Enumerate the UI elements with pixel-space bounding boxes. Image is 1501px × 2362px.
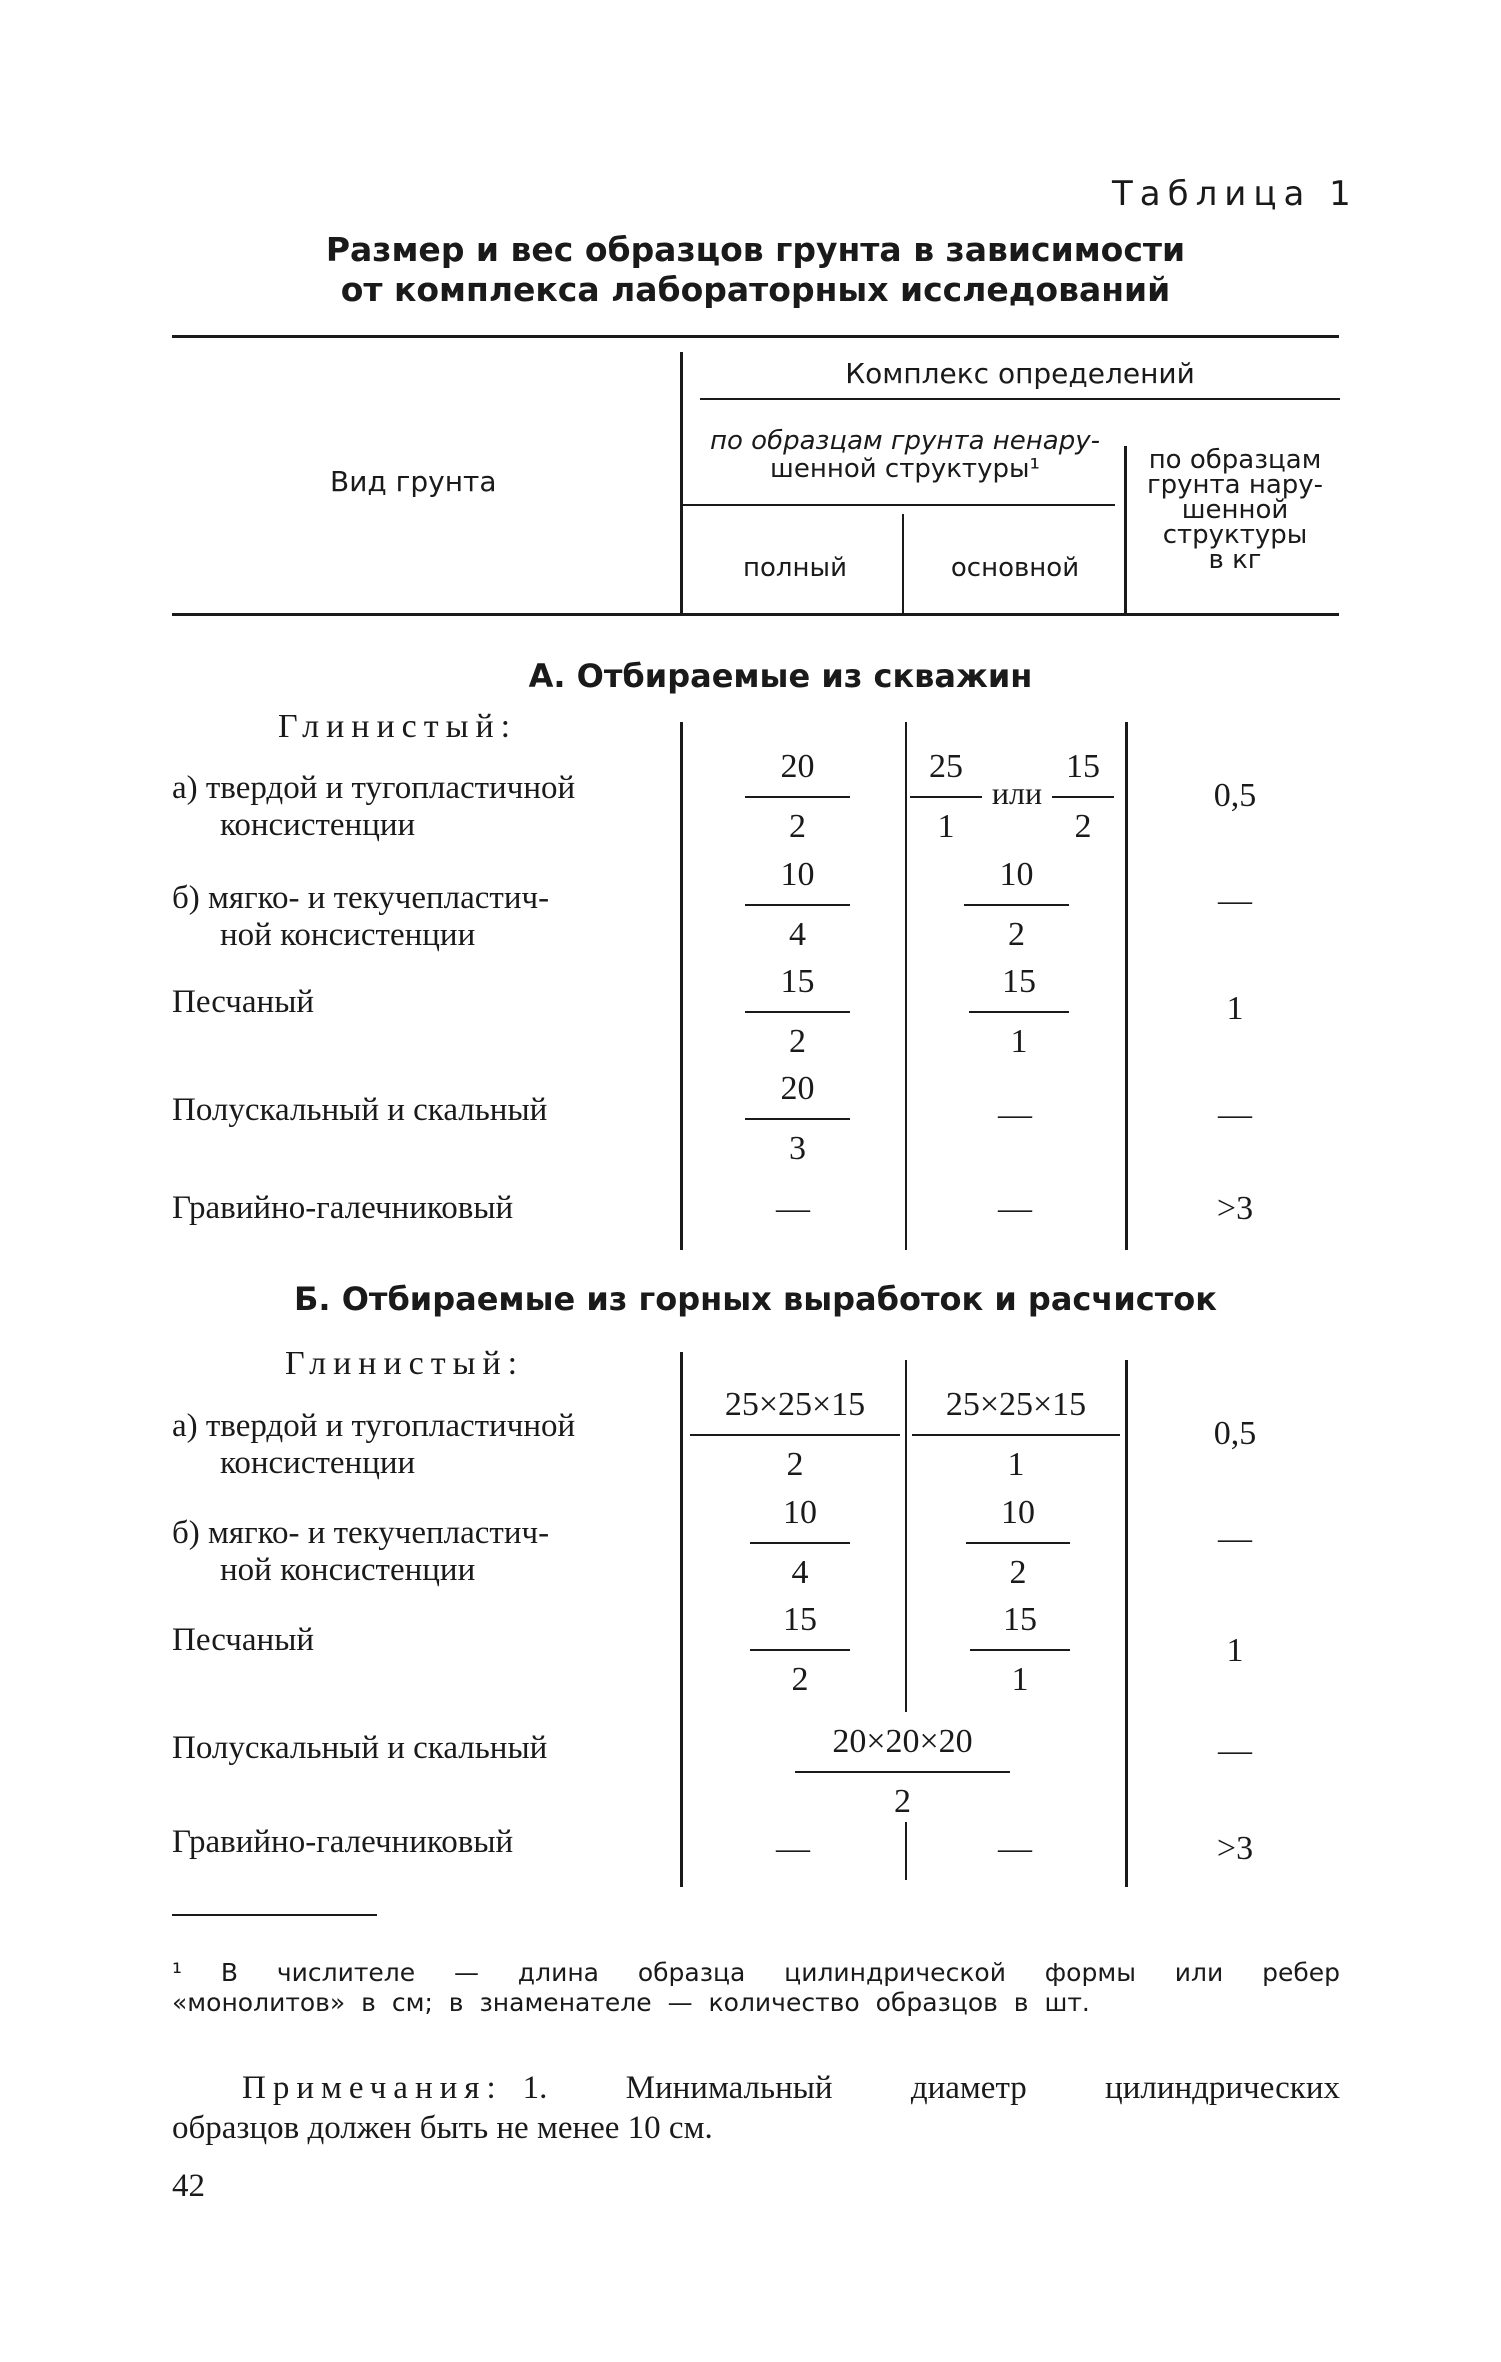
section-a-row4-basic: — <box>998 1096 1032 1133</box>
header-disturbed-line: грунта нару- <box>1146 470 1324 500</box>
header-full: полный <box>743 553 847 583</box>
section-b-vrule-3 <box>1125 1360 1128 1887</box>
section-b-row2-label <box>172 1515 549 1589</box>
section-a-row1-label <box>172 770 575 844</box>
header-disturbed-line: по образцам <box>1148 445 1322 475</box>
section-a-row1-or: или <box>991 775 1043 811</box>
header-disturbed-line: шенной <box>1181 495 1289 525</box>
header-vrule-3 <box>1124 446 1127 614</box>
fraction-denominator: 2 <box>786 1446 804 1483</box>
section-a-row5-full: — <box>776 1190 810 1227</box>
fraction-denominator: 1 <box>1007 1446 1025 1483</box>
fraction-numerator: 25 <box>929 748 963 785</box>
fraction-numerator: 15 <box>780 963 815 1000</box>
fraction-denominator: 2 <box>789 808 806 845</box>
section-b-row3-full-fraction <box>750 1603 850 1697</box>
table-title-line1: Размер и вес образцов грунта в зависимости <box>325 230 1186 269</box>
fraction-denominator: 1 <box>1011 1661 1029 1698</box>
row-label-line: а) твердой и тугопластичной <box>172 770 576 806</box>
section-a-row3-full-fraction <box>745 965 850 1059</box>
section-b-row2-full-fraction <box>750 1496 850 1590</box>
header-basic: основной <box>950 553 1080 583</box>
section-a-row3-label <box>172 984 314 1021</box>
fraction-numerator: 15 <box>1066 748 1100 785</box>
row-label-line: консистенции <box>220 807 416 843</box>
header-disturbed <box>1130 445 1340 575</box>
section-a-vrule-2 <box>905 722 907 1250</box>
section-b-row3-disturbed: 1 <box>1226 1632 1244 1669</box>
section-b-row3-label <box>172 1622 314 1659</box>
fraction-numerator: 20×20×20 <box>832 1723 973 1760</box>
row-label-line: ной консистенции <box>220 1552 476 1588</box>
section-b-row4-disturbed: — <box>1218 1732 1252 1769</box>
section-b-row2-disturbed: — <box>1218 1520 1252 1557</box>
header-undisturbed-rule <box>683 504 1115 506</box>
section-a-row1-basic-left-fraction <box>910 750 982 844</box>
header-disturbed-line: в кг <box>1208 545 1262 575</box>
header-vrule-1 <box>680 352 683 614</box>
row-label-line: Гравийно-галечниковый <box>172 1190 514 1226</box>
fraction-denominator: 4 <box>789 916 806 953</box>
fraction-denominator: 1 <box>937 808 955 845</box>
section-b-row3-basic-fraction <box>970 1603 1070 1697</box>
section-a-row2-basic-fraction <box>964 858 1069 952</box>
fraction-denominator: 2 <box>894 1783 911 1820</box>
section-b-row5-label <box>172 1824 513 1861</box>
header-complex: Комплекс определений <box>845 357 1195 390</box>
section-b-row1-basic-fraction <box>912 1388 1120 1482</box>
section-a-row5-label <box>172 1190 513 1227</box>
row-label-line: консистенции <box>220 1445 416 1481</box>
page-number: 42 <box>172 2168 205 2204</box>
notes-line2: образцов должен быть не менее 10 см. <box>172 2110 713 2146</box>
notes-line1 <box>172 2070 1340 2107</box>
section-a-row3-disturbed: 1 <box>1226 990 1244 1027</box>
section-a-row2-disturbed: — <box>1218 882 1252 919</box>
section-b-row5-basic: — <box>998 1830 1032 1867</box>
row-label-line: Полускальный и скальный <box>172 1092 548 1128</box>
row-label-line: б) мягко- и текучепластич- <box>172 1515 550 1551</box>
section-b-row1-disturbed: 0,5 <box>1213 1415 1257 1452</box>
footnote-rule <box>172 1914 377 1916</box>
section-a-row5-disturbed: >3 <box>1216 1190 1254 1227</box>
row-label-line: ной консистенции <box>220 917 476 953</box>
table-label: Таблица 1 <box>1112 174 1358 214</box>
section-b-row1-label <box>172 1408 575 1482</box>
section-a-group: Глинистый: <box>278 708 518 745</box>
fraction-denominator: 4 <box>791 1554 809 1591</box>
notes-line1-text: 1. Минимальный диаметр цилиндрических <box>522 2070 1340 2106</box>
section-a-row2-label <box>172 880 549 954</box>
section-b-row1-full-fraction <box>690 1388 900 1482</box>
fraction-denominator: 2 <box>789 1023 806 1060</box>
section-a-vrule-1 <box>680 722 683 1250</box>
header-top-rule <box>172 335 1339 338</box>
section-b-vrule-1 <box>680 1352 683 1887</box>
section-a-row1-disturbed: 0,5 <box>1213 777 1257 814</box>
fraction-numerator: 20 <box>780 748 815 785</box>
section-a-row1-full-fraction <box>745 750 850 844</box>
fraction-numerator: 15 <box>1003 1601 1037 1638</box>
row-label-line: а) твердой и тугопластичной <box>172 1408 576 1444</box>
fraction-denominator: 2 <box>791 1661 809 1698</box>
section-a-row2-full-fraction <box>745 858 850 952</box>
row-label-line: Полускальный и скальный <box>172 1730 548 1766</box>
fraction-denominator: 2 <box>1009 1554 1027 1591</box>
fraction-numerator: 10 <box>783 1494 817 1531</box>
section-b-row5-full: — <box>776 1830 810 1867</box>
table-title-line2: от комплекса лабораторных исследований <box>340 270 1171 309</box>
section-a-row3-basic-fraction <box>969 965 1069 1059</box>
section-a-title: А. Отбираемые из скважин <box>528 657 1033 695</box>
row-label-line: Гравийно-галечниковый <box>172 1824 514 1860</box>
section-a-row1-basic-right-fraction <box>1052 750 1114 844</box>
fraction-denominator: 2 <box>1074 808 1092 845</box>
section-a-row5-basic: — <box>998 1190 1032 1227</box>
section-b-row2-basic-fraction <box>966 1496 1070 1590</box>
section-b-group: Глинистый: <box>285 1345 525 1382</box>
section-b-title: Б. Отбираемые из горных выработок и расчисток <box>294 1280 1217 1318</box>
section-a-vrule-3 <box>1125 722 1128 1250</box>
header-disturbed-line: структуры <box>1162 520 1308 550</box>
section-a-row4-disturbed: — <box>1218 1096 1252 1133</box>
notes-label: Примечания: <box>242 2070 503 2106</box>
fraction-numerator: 25×25×15 <box>945 1386 1087 1423</box>
fraction-numerator: 15 <box>1002 963 1036 1000</box>
section-b-vrule-2 <box>905 1360 907 1712</box>
header-undisturbed-line1: по образцам грунта ненару- <box>710 426 1100 456</box>
section-a-row4-label <box>172 1092 547 1129</box>
fraction-numerator: 20 <box>780 1070 815 1107</box>
fraction-denominator: 3 <box>789 1130 806 1167</box>
fraction-numerator: 10 <box>1001 1494 1035 1531</box>
row-label-line: б) мягко- и текучепластич- <box>172 880 550 916</box>
fraction-numerator: 10 <box>999 856 1034 893</box>
row-label-line: Песчаный <box>172 984 315 1020</box>
header-bottom-rule <box>172 613 1339 616</box>
header-undisturbed-line2: шенной структуры¹ <box>770 454 1040 484</box>
section-b-row4-merged-fraction <box>795 1725 1010 1819</box>
footnote-line1: ¹ В числителе — длина образца цилиндрической формы или ребер <box>172 1958 1340 1987</box>
fraction-numerator: 25×25×15 <box>724 1386 866 1423</box>
section-b-row5-disturbed: >3 <box>1216 1830 1254 1867</box>
fraction-numerator: 10 <box>780 856 815 893</box>
footnote-line2: «монолитов» в см; в знаменателе — количество образцов в шт. <box>172 1988 1090 2017</box>
header-complex-rule <box>700 398 1340 400</box>
header-soil-type: Вид грунта <box>330 465 497 498</box>
fraction-numerator: 15 <box>783 1601 817 1638</box>
fraction-denominator: 2 <box>1008 916 1025 953</box>
fraction-denominator: 1 <box>1010 1023 1028 1060</box>
section-a-row4-full-fraction <box>745 1072 850 1166</box>
header-vrule-2 <box>902 514 904 614</box>
row-label-line: Песчаный <box>172 1622 315 1658</box>
section-b-row4-label <box>172 1730 547 1767</box>
